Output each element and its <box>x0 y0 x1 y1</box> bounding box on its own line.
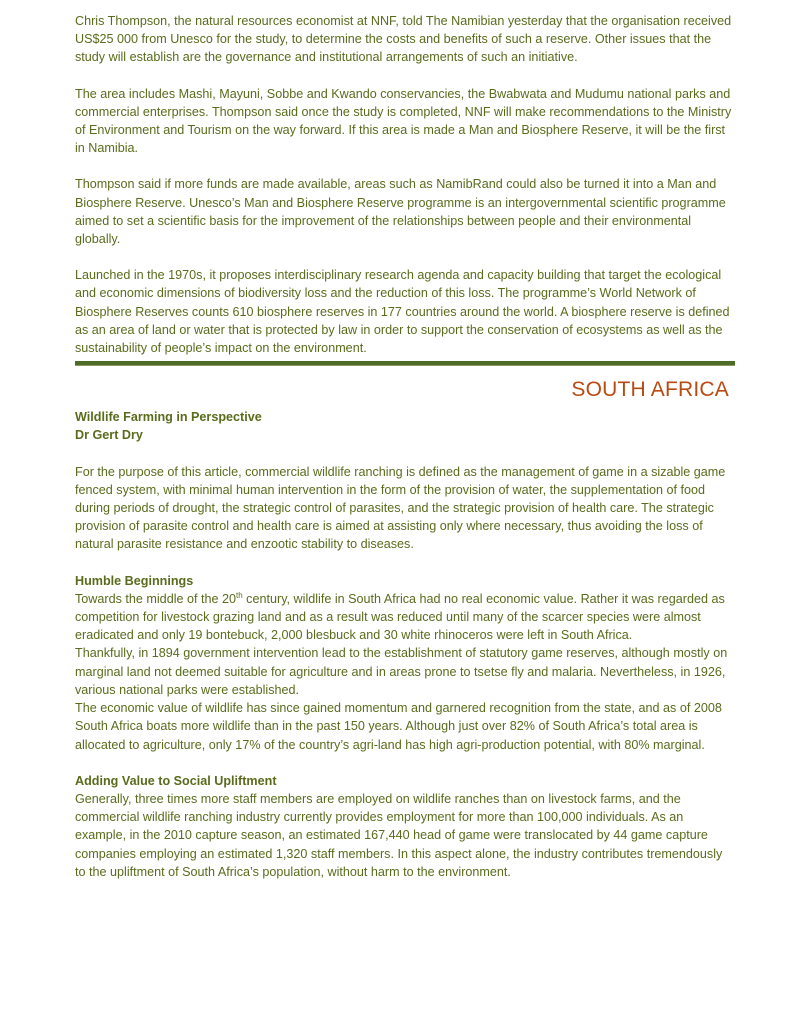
section-title: SOUTH AFRICA <box>571 378 729 402</box>
humble-text-start: Towards the middle of the 20 <box>75 591 237 606</box>
article-author: Dr Gert Dry <box>75 428 143 443</box>
social-upliftment-paragraph-1: Generally, three times more staff members are employed on wildlife ranches than on livestock farms, and the commercial wildlife ranching industry currently provides employment for more than 100,000 individuals. As an example, in the 2010 capture season, an estimated 167,440 head of game were translocated by 44 game capture companies employing an estimated 1,320 staff members. In this aspect alone, the industry contributes tremendously to the upliftment of South Africa’s population, without harm to the environment. <box>75 791 723 879</box>
humble-beginnings-paragraph-1 <box>75 590 735 645</box>
subheading-social-upliftment: Adding Value to Social Upliftment <box>75 773 277 788</box>
humble-beginnings-paragraph-3: The economic value of wildlife has since gained momentum and garnered recognition from the state, and as of 2008 South Africa boats more wildlife than in the past 150 years. Although just over 82% of South Africa’s total area is allocated to agriculture, only 17% of the country’s agri-land has high agri-production potential, with 80% marginal. <box>75 701 722 752</box>
humble-text-end: century, wildlife in South Africa had no real economic value. Rather it was regarded as competition for livestock grazing land and as a result was reduced until many of the scarcer species were almost eradicated and only 19 bontebuck, 2,000 blesbuck and 30 white rhinoceros were left in South Africa. <box>75 591 725 643</box>
intro-paragraph-3: Thompson said if more funds are made available, areas such as NamibRand could also be turned it into a Man and Biosphere Reserve. Unesco’s Man and Biosphere Reserve programme is an intergovernmental scientific programme aimed to set a scientific basis for the improvement of the relationships between people and their environmental globally. <box>75 177 726 247</box>
article-headline: Wildlife Farming in Perspective <box>75 410 262 425</box>
article-paragraph-1: For the purpose of this article, commercial wildlife ranching is defined as the management of game in a sizable game fenced system, with minimal human intervention in the form of the provision of water, the supplementation of food during periods of drought, the strategic control of parasites, and the strategic provision of health care. The strategic provision of parasite control and health care is aimed at assisting only where necessary, thus avoiding the loss of natural parasite resistance and enzootic stability to diseases. <box>75 464 726 552</box>
section-divider <box>75 361 735 366</box>
document-page <box>75 12 735 881</box>
intro-paragraph-4: Launched in the 1970s, it proposes interdisciplinary research agenda and capacity building that target the ecological and economic dimensions of biodiversity loss and the reduction of this loss. The programme’s World Network of Biosphere Reserves counts 610 biosphere reserves in 177 countries around the world. A biosphere reserve is defined as an area of land or water that is protected by law in order to support the conservation of ecosystems as well as the sustainability of people’s impact on the environment. <box>75 268 730 356</box>
intro-paragraph-2: The area includes Mashi, Mayuni, Sobbe and Kwando conservancies, the Bwabwata and Mudumu national parks and commercial enterprises. Thompson said once the study is completed, NNF will make recommendations to the Ministry of Environment and Tourism on the way forward. If this area is made a Man and Biosphere Reserve, it will be the first in Namibia. <box>75 86 732 156</box>
subheading-humble-beginnings: Humble Beginnings <box>75 573 194 588</box>
superscript-th: th <box>236 590 243 600</box>
intro-paragraph-1: Chris Thompson, the natural resources economist at NNF, told The Namibian yesterday that the organisation received US$25 000 from Unesco for the study, to determine the costs and benefits of such a reserve. Other issues that the study will establish are the governance and institutional arrangements of such an initiative. <box>75 14 732 65</box>
humble-beginnings-paragraph-2: Thankfully, in 1894 government intervention lead to the establishment of statutory game reserves, although mostly on marginal land not deemed suitable for agriculture and in areas prone to tsetse fly and malaria. Nevertheless, in 1926, various national parks were established. <box>75 646 728 697</box>
